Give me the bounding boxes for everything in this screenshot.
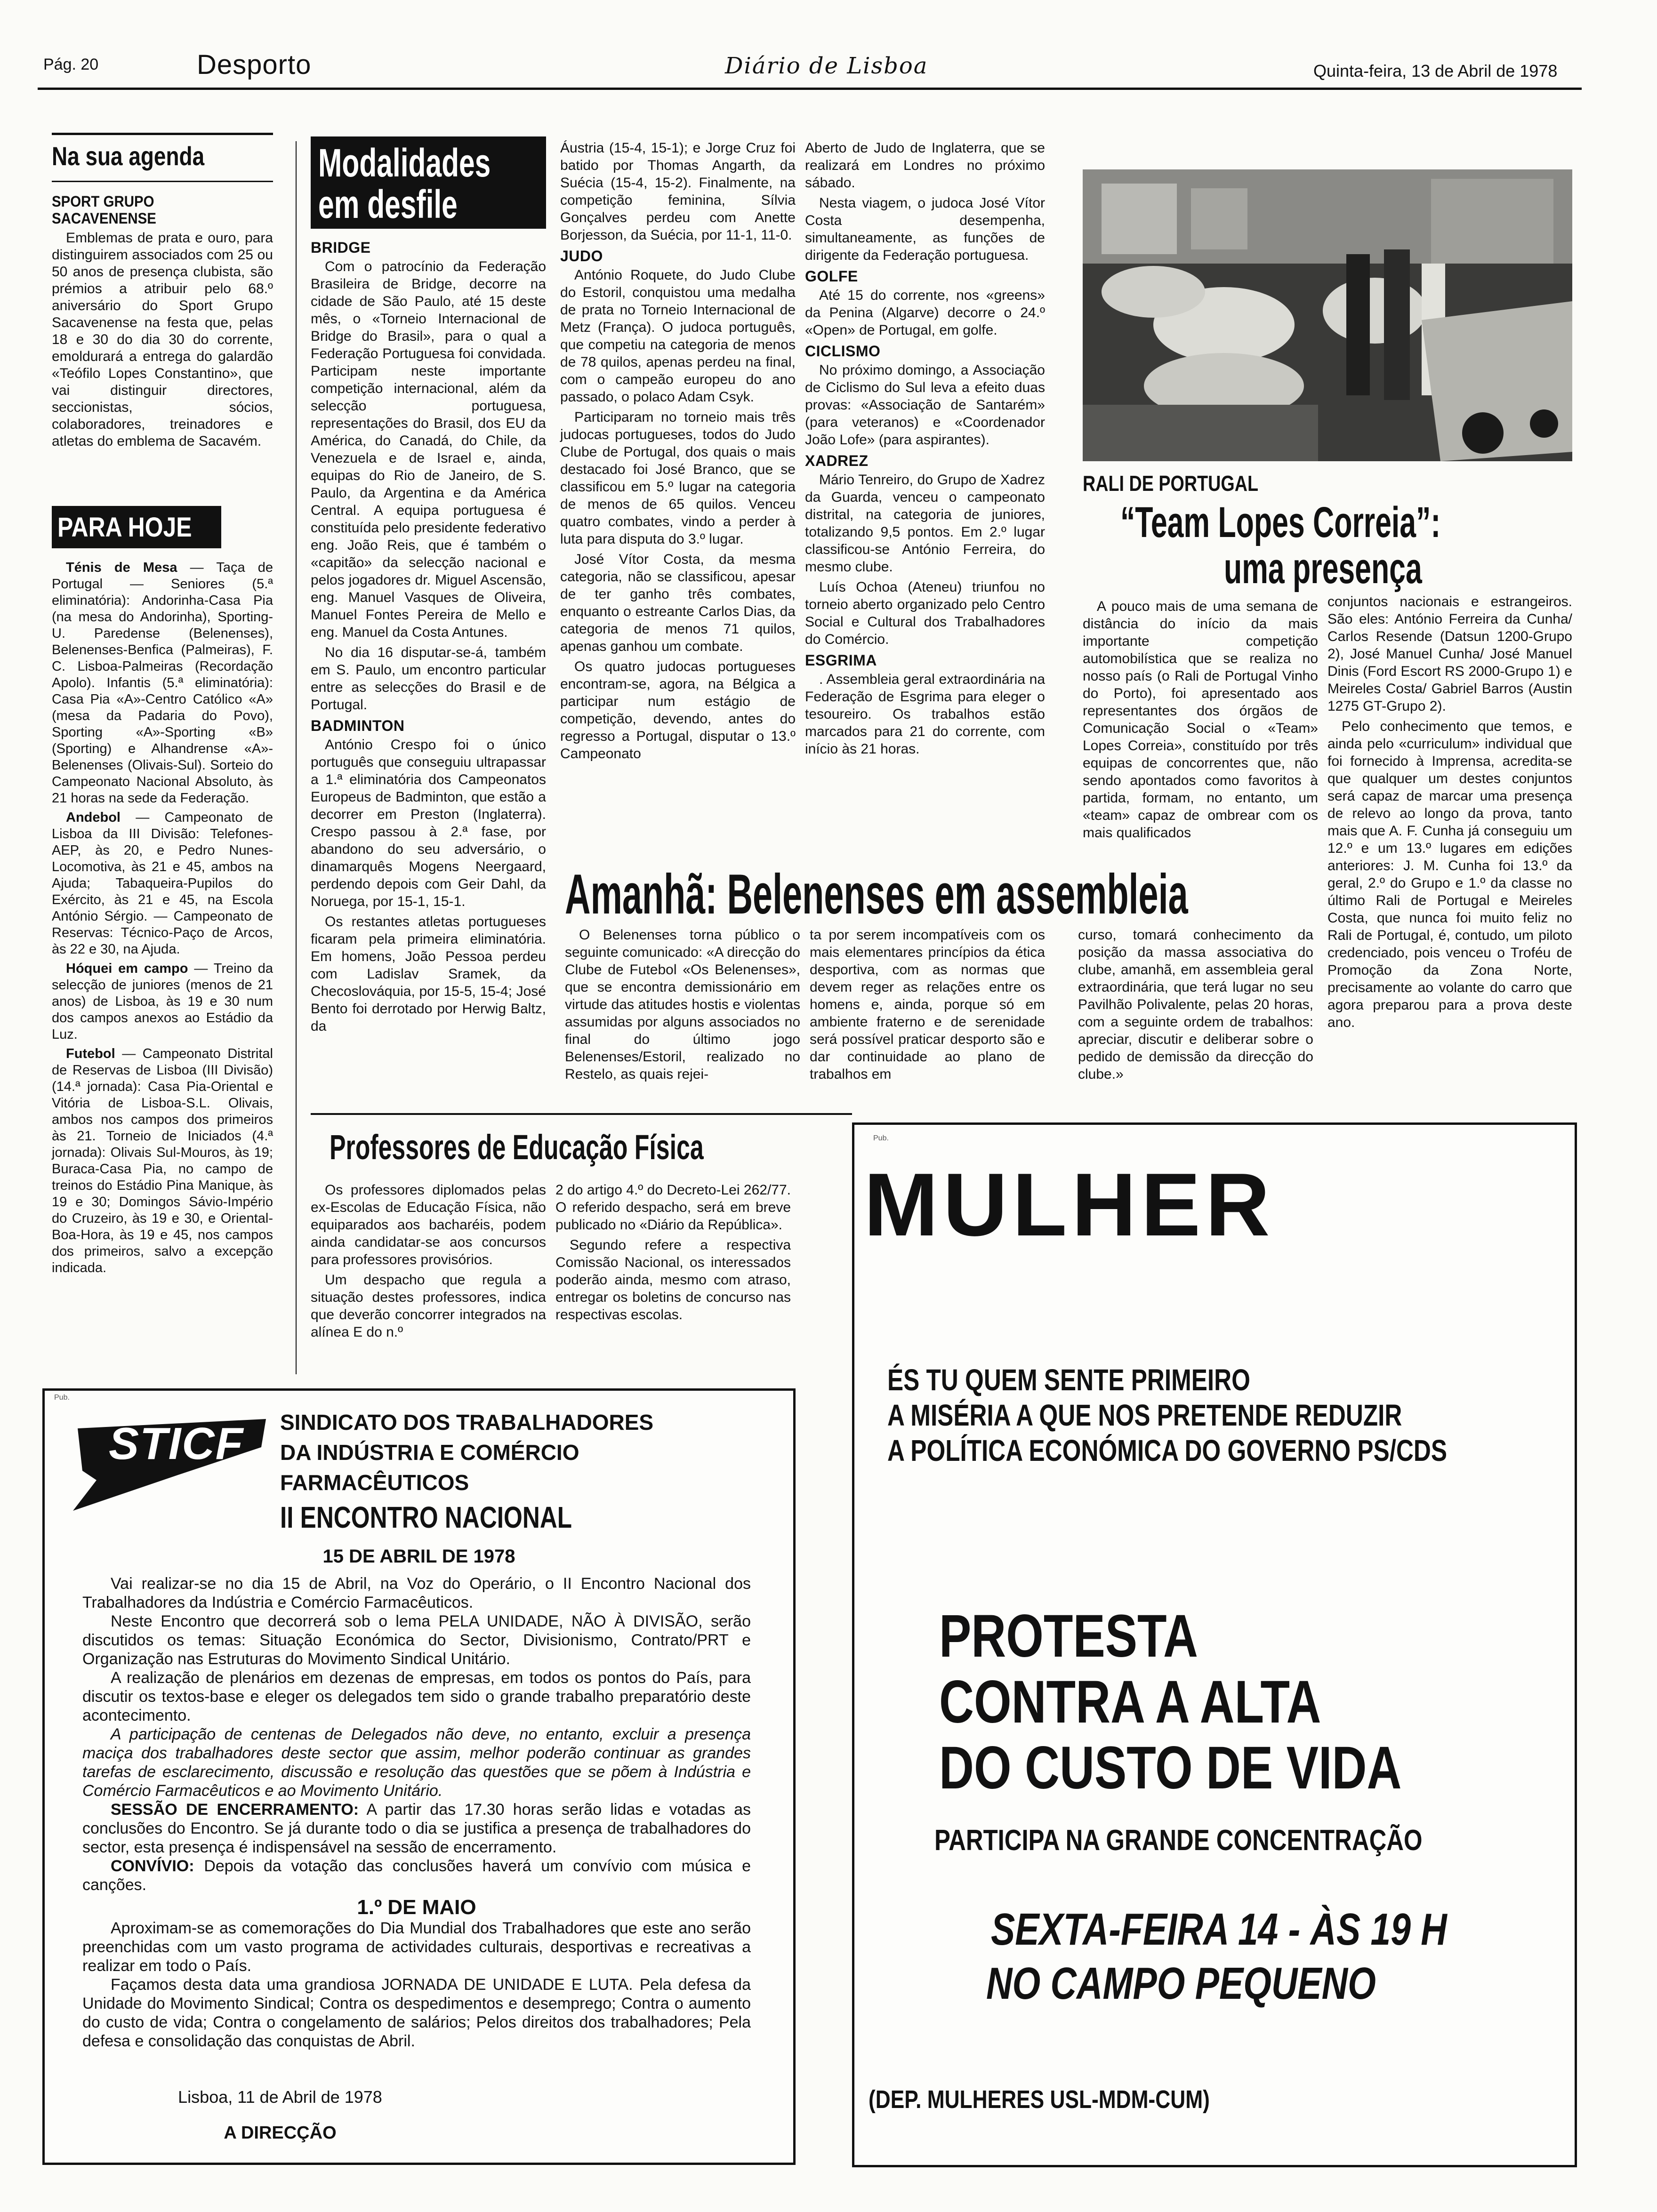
xadrez-heading: XADREZ bbox=[805, 452, 869, 469]
bridge-heading: BRIDGE bbox=[311, 239, 371, 256]
judo-paragraph: Nesta viagem, o judoca José Vítor Costa desempenha, simultaneamente, as funções de dirigente da Federação portuguesa. bbox=[805, 195, 1045, 263]
para-hoje-item bbox=[52, 809, 273, 958]
mulher-where: NO CAMPO PEQUENO bbox=[986, 1958, 1376, 2009]
ciclismo-heading: CICLISMO bbox=[805, 343, 881, 360]
sticf-org-line3: FARMACÊUTICOS bbox=[280, 1470, 469, 1495]
golfe-paragraph: Até 15 do corrente, nos «greens» da Penina (Algarve) decorre o 24.º «Open» de Portugal, em golfe. bbox=[805, 288, 1045, 338]
sticf-paragraph: Aproximam-se as comemorações do Dia Mundial dos Trabalhadores que este ano serão preenchidas com um vasto programa de actividades culturais, desportivas e recreativas a realizar em todo o País. bbox=[82, 1919, 751, 1975]
sticf-paragraph-text: A partir das 17.30 horas serão lidas e votadas as conclusões do Encontro. Se já durante todo o dia se justifica a presença de trabalhadores do sector, esta presença é indispensável na sessão de encerramento. bbox=[82, 1801, 751, 1856]
header-rule bbox=[38, 88, 1582, 90]
modalidades-title-line2: em desfile bbox=[318, 182, 458, 226]
para-hoje-item-text: — Treino da selecção de juniores (menos de 21 anos) de Lisboa, às 19 e 30 num dos campos anexos ao Estádio da Luz. bbox=[52, 961, 273, 1042]
rali-title-line1: “Team Lopes Correia”: bbox=[1120, 498, 1441, 546]
para-hoje-item-label: Ténis de Mesa bbox=[66, 560, 177, 575]
rali-photo-image bbox=[1083, 169, 1572, 461]
para-hoje-item-text: — Campeonato de Lisboa da III Divisão: Telefones-AEP, às 20, e Pedro Nunes-Locomotiva, às 21 e 45, ambos na Ajuda; Tabaqueira-Pupilos do Exército, às 21 e 45, na Escola António Sérgio. — Campeonato de Reservas: Técnico-Paço de Arcos, às 22 e 30, na Ajuda. bbox=[52, 810, 273, 957]
agenda-text: Emblemas de prata e ouro, para distinguirem associados com 25 ou 50 anos de presença clubista, são prémios a atribuir pelo 68.º aniversário do Sport Grupo Sacavenense na festa que, pelas 18 e 30 do dia 30 do corrente, emoldurará a entrega do galardão «Teófilo Lopes Constantino», que vai distinguir directores, seccionistas, sócios, colaboradores, treinadores e atletas do emblema de Sacavém. bbox=[52, 230, 273, 449]
belenenses-col3 bbox=[1078, 926, 1313, 1086]
bridge-paragraph: Com o patrocínio da Federação Brasileira de Bridge, decorre na cidade de São Paulo, até 15 deste mês, o «Torneio Internacional de Bridge do Brasil», para o qual a Federação Portuguesa foi convidada. Participam neste importante competição internacional, além da selecção portuguesa, representações do Brasil, dos EU da América, do Canadá, do Chile, da Venezuela e de Israel e, ainda, equipas do Rio de Janeiro, de S. Paulo, da Argentina e da América Central. A equipa portuguesa é constituída pelo presidente federativo eng. João Reis, que é também o «capitão» da selecção nacional e pelos jogadores dr. Miguel Ascensão, eng. Manuel Vasques de Oliveira, Manuel Fontes Pereira de Mello e eng. Manuel da Costa Antunes. bbox=[311, 259, 546, 640]
professores-paragraph: Os professores diplomados pelas ex-Escolas de Educação Física, não equiparados aos bacharéis, podem ainda candidatar-se aos concursos para professores provisórios. bbox=[311, 1182, 546, 1267]
rali-col2 bbox=[1327, 593, 1572, 1034]
para-hoje-item bbox=[52, 1046, 273, 1276]
judo-paragraph: Os quatro judocas portugueses encontram-se, agora, na Bélgica a participar num estágio de competição, devendo, antes do regresso a Portugal, disputar o 13.º Campeonato bbox=[560, 659, 796, 761]
esgrima-paragraph: . Assembleia geral extraordinária na Federação de Esgrima para eleger o tesoureiro. Os trabalhos estão marcados para 21 do corrente, com início às 21 horas. bbox=[805, 672, 1045, 757]
badminton-paragraph: Os restantes atletas portugueses ficaram pela primeira eliminatória. Em homens, João Pessoa perdeu com Ladislav Sramek, da Checoslováquia, por 15-5, 15-4; José Bento foi derrotado por Herwig Baltz, da bbox=[311, 914, 546, 1034]
judo-paragraph: Participaram no torneio mais três judocas portugueses, todos do Judo Clube de Portugal, dos quais o mais destacado foi José Branco, que se classificou em 5.º lugar na categoria de menos de 65 quilos. Venceu quatro combates, vindo a perder à luta para disputa do 3.º lugar. bbox=[560, 409, 796, 547]
belenenses-paragraph: ta por serem incompatíveis com os mais elementares princípios da ética desportiva, com as normas que devem reger as relações entre os homens e, ainda, porque só em ambiente fraterno e de serenidade será possível praticar desporto são e dar continuidade ao plano de trabalhos em bbox=[810, 927, 1045, 1082]
modalidades-title-line1: Modalidades bbox=[318, 141, 491, 185]
sticf-pub-label: Pub. bbox=[54, 1394, 70, 1402]
modalidades-col3 bbox=[805, 139, 1045, 761]
sticf-signature: A DIRECÇÃO bbox=[224, 2123, 337, 2143]
sticf-paragraph: A realização de plenários em dezenas de empresas, em todos os pontos do País, para discutir os textos-base e eleger os delegados tem sido o grande trabalho preparatório deste acontecimento. bbox=[82, 1669, 751, 1724]
sticf-body bbox=[82, 1574, 751, 2051]
judo-paragraph: António Roquete, do Judo Clube do Estoril, conquistou uma medalha de prata no Torneio Internacional de Metz (França). O judoca português, que competiu na categoria de menos de 78 quilos, apenas perdeu na final, com o campeão europeu do ano passado, o polaco Adam Csyk. bbox=[560, 267, 796, 405]
sticf-event: II ENCONTRO NACIONAL bbox=[280, 1500, 572, 1534]
sticf-maio-title: 1.º DE MAIO bbox=[357, 1896, 476, 1919]
professores-col1 bbox=[311, 1181, 546, 1344]
belenenses-title: Amanhã: Belenenses em assembleia bbox=[565, 863, 1188, 926]
judo-paragraph: Aberto de Judo de Inglaterra, que se realizará em Londres no próximo sábado. bbox=[805, 140, 1045, 191]
modalidades-col1 bbox=[311, 235, 546, 1038]
sticf-paragraph: Neste Encontro que decorrerá sob o lema PELA UNIDADE, NÃO À DIVISÃO, serão discutidos os temas: Situação Económica do Sector, Divisionismo, Contrato/PRT e Organização nas Estruturas do Movimento Sindical Unitário. bbox=[82, 1612, 751, 1668]
para-hoje-list bbox=[52, 560, 273, 1276]
badminton-heading: BADMINTON bbox=[311, 717, 405, 734]
professores-title: Professores de Educação Física bbox=[330, 1128, 704, 1167]
para-hoje-box bbox=[52, 506, 273, 1279]
para-hoje-item-label: Futebol bbox=[66, 1046, 115, 1061]
belenenses-paragraph: curso, tomará conhecimento da posição da massa associativa do clube, amanhã, em assembleia geral extraordinária, que terá lugar no seu Pavilhão Polivalente, pelas 20 horas, com a seguinte ordem de trabalhos: apreciar, discutir e deliberar sobre o pedido de demissão da direcção do clube.» bbox=[1078, 927, 1313, 1082]
mulher-advertisement bbox=[852, 1122, 1577, 2167]
mulher-when: SEXTA-FEIRA 14 - ÀS 19 H bbox=[991, 1904, 1447, 1955]
mulher-title: MULHER bbox=[864, 1155, 1275, 1255]
sticf-logo bbox=[64, 1410, 280, 1518]
mulher-protest3: DO CUSTO DE VIDA bbox=[939, 1734, 1402, 1802]
modalidades-title-box bbox=[311, 136, 546, 229]
ciclismo-paragraph: No próximo domingo, a Associação de Ciclismo do Sul leva a efeito duas provas: «Associação de Santarém» (para veteranos) e «Coordenador João Lofe» (para aspirantes). bbox=[805, 362, 1045, 448]
rali-title-line2: uma presença bbox=[1224, 545, 1422, 593]
para-hoje-title-text: PARA HOJE bbox=[57, 512, 192, 543]
sticf-org-line1: SINDICATO DOS TRABALHADORES bbox=[280, 1410, 654, 1435]
sticf-advertisement bbox=[42, 1388, 796, 2165]
xadrez-paragraph: Luís Ochoa (Ateneu) triunfou no torneio aberto organizado pelo Centro Social e Cultural dos Trabalhadores do Comércio. bbox=[805, 579, 1045, 647]
belenenses-paragraph: O Belenenses torna público o seguinte comunicado: «A direcção do Clube de Futebol «Os Belenenses», que se encontra demissionário em virtude das atitudes hostis e violentas assumidas por alguns associados no final do último jogo Belenenses/Estoril, realizado no Restelo, as quais rejei- bbox=[565, 927, 800, 1082]
para-hoje-item bbox=[52, 961, 273, 1043]
sticf-paragraph: A participação de centenas de Delegados não deve, no entanto, excluir a presença maciça dos trabalhadores deste sector que assim, melhor poderão continuar as grandes tarefas de esclarecimento, discussão e resolução das questões que se põem à Indústria e Comércio Farmacêuticos e ao Movimento Unitário. bbox=[82, 1725, 751, 1800]
mulher-line3: A POLÍTICA ECONÓMICA DO GOVERNO PS/CDS bbox=[887, 1434, 1448, 1467]
professores-col2 bbox=[555, 1181, 791, 1326]
header bbox=[0, 0, 1657, 94]
professores-paragraph: Um despacho que regula a situação destes professores, indica que deverão concorrer integrados na alínea E do n.º bbox=[311, 1272, 546, 1340]
professores-paragraph: Segundo refere a respectiva Comissão Nacional, os interessados poderão ainda, mesmo com atraso, entregar os boletins de concurso nas respectivas escolas. bbox=[555, 1237, 791, 1322]
section-rule bbox=[311, 1113, 852, 1115]
badminton-paragraph: Áustria (15-4, 15-1); e Jorge Cruz foi batido por Thomas Angarth, da Suécia (15-4, 15-2). Finalmente, na competição feminina, Sílvia Gonçalves perdeu com Anette Borjesson, da Suécia, por 11-1, 11-0. bbox=[560, 140, 796, 243]
agenda-rule bbox=[52, 181, 273, 182]
rali-col1 bbox=[1083, 598, 1318, 844]
professores-paragraph: 2 do artigo 4.º do Decreto-Lei 262/77. O referido despacho, será em breve publicado no «Diário da República». bbox=[555, 1182, 791, 1233]
para-hoje-title bbox=[52, 506, 221, 548]
sticf-paragraph: Façamos desta data uma grandiosa JORNADA DE UNIDADE E LUTA. Pela defesa da Unidade do Movimento Sindical; Contra os despedimentos e desemprego; Contra o aumento do custo de vida; Contra o congelamento de salários; Pelos direitos dos trabalhadores; Pela defesa e consolidação das conquistas de Abril. bbox=[82, 1976, 751, 2050]
sticf-paragraph: Vai realizar-se no dia 15 de Abril, na Voz do Operário, o II Encontro Nacional dos Trabalhadores da Indústria e Comércio Farmacêuticos. bbox=[82, 1575, 751, 1611]
sticf-paragraph-label: SESSÃO DE ENCERRAMENTO: bbox=[111, 1801, 359, 1819]
mulher-signature: (DEP. MULHERES USL-MDM-CUM) bbox=[869, 2085, 1210, 2114]
sticf-event-date: 15 DE ABRIL DE 1978 bbox=[322, 1546, 515, 1567]
para-hoje-item-label: Andebol bbox=[66, 810, 121, 825]
agenda-box bbox=[52, 141, 273, 450]
bridge-paragraph: No dia 16 disputar-se-á, também em S. Paulo, um encontro particular entre as selecções do Brasil e de Portugal. bbox=[311, 645, 546, 713]
xadrez-paragraph: Mário Tenreiro, do Grupo de Xadrez da Guarda, venceu o campeonato distrital, na categoria de juniores, totalizando 9,5 pontos. Em 2.º lugar classificou-se António Ferreira, do mesmo clube. bbox=[805, 472, 1045, 575]
mulher-participa: PARTICIPA NA GRANDE CONCENTRAÇÃO bbox=[934, 1824, 1423, 1857]
mulher-pub-label: Pub. bbox=[873, 1134, 889, 1142]
rali-paragraph: Pelo conhecimento que temos, e ainda pelo «curriculum» individual que foi fornecido à Imprensa, acredita-se que qualquer um destes conjuntos será capaz de marcar uma presença de relevo ao longo da prova, tanto mais que A. F. Cunha já conseguiu um 12.º e um 13.º lugares em edições anteriores: J. M. Cunha foi 13.º da geral, 2.º do Grupo e 1.º da classe no último Rali de Portugal e Meireles Costa, que nunca foi muito feliz no Rali de Portugal, é, contudo, um piloto credenciado, pois venceu o Troféu de Promoção da Zona Norte, precisamente ao volante do carro que agora preparou para a prova deste ano. bbox=[1327, 719, 1572, 1030]
agenda-title: Na sua agenda bbox=[52, 141, 205, 171]
mulher-line1: ÉS TU QUEM SENTE PRIMEIRO bbox=[887, 1363, 1250, 1397]
mulher-protest1: PROTESTA bbox=[939, 1603, 1198, 1670]
rali-photo bbox=[1083, 169, 1572, 461]
rali-paragraph: conjuntos nacionais e estrangeiros. São eles: António Ferreira da Cunha/ Carlos Resende (Datsun 1200-Grupo 2), José Manuel Cunha/ José Manuel Dinis (Ford Escort RS 2000-Grupo 1) e Meireles Costa/ Gabriel Barros (Austin 1275 GT-Grupo 2). bbox=[1327, 594, 1572, 714]
rali-paragraph: A pouco mais de uma semana de distância do início da mais importante competição automobilística que se realiza no nosso país (o Rali de Portugal Vinho do Porto), foi apresentado aos representantes dos órgãos de Comunicação Social o «Team» Lopes Correia», constituído por três equipas de concorrentes que, não sendo apontados como favoritos à partida, formam, no entanto, um «team» capaz de ombrear com os mais qualificados bbox=[1083, 599, 1318, 841]
issue-date: Quinta-feira, 13 de Abril de 1978 bbox=[1313, 61, 1558, 80]
modalidades-col2 bbox=[560, 139, 796, 765]
sticf-logo-text: STICF bbox=[109, 1419, 244, 1469]
sticf-paragraph-text: Depois da votação das conclusões haverá um convívio com música e canções. bbox=[82, 1857, 751, 1894]
sticf-org-line2: DA INDÚSTRIA E COMÉRCIO bbox=[280, 1440, 579, 1465]
mulher-protest2: CONTRA A ALTA bbox=[939, 1668, 1321, 1736]
belenenses-col2 bbox=[810, 926, 1045, 1086]
judo-heading: JUDO bbox=[560, 248, 603, 264]
sticf-paragraph-label: CONVÍVIO: bbox=[111, 1857, 194, 1875]
para-hoje-item bbox=[52, 560, 273, 807]
badminton-paragraph: António Crespo foi o único português que conseguiu ultrapassar a 1.ª eliminatória dos Campeonatos Europeus de Badminton, que estão a decorrer em Preston (Inglaterra). Crespo passou à 2.ª fase, por abandono do seu adversário, o dinamarquês Mogens Neergaard, perdendo depois com Geir Dahl, da Noruega, por 15-1, 15-1. bbox=[311, 737, 546, 909]
sticf-place-date: Lisboa, 11 de Abril de 1978 bbox=[178, 2087, 382, 2107]
agenda-top-rule bbox=[52, 133, 273, 135]
column-rule bbox=[296, 141, 297, 1374]
section-name: Desporto bbox=[197, 49, 312, 80]
agenda-club: SPORT GRUPO SACAVENENSE bbox=[52, 193, 156, 227]
para-hoje-item-text: — Campeonato Distrital de Reservas de Lisboa (III Divisão) (14.ª jornada): Casa Pia-Oriental e Vitória de Lisboa-S.L. Olivais, ambos nos campos dos primeiros às 21. Torneio de Iniciados (4.ª jornada): Olivais Sul-Mouros, às 19; Buraca-Casa Pia, no campo de treinos do Estádio Pina Manique, às 19 e 30; Domingos Sávio-Império do Cruzeiro, às 19 e 30, e Oriental-Boa-Hora, às 19 e 45, nos campos dos primeiros, salvo a excepção indicada. bbox=[52, 1046, 273, 1275]
sticf-paragraph bbox=[82, 1800, 751, 1857]
sticf-paragraph bbox=[82, 1857, 751, 1894]
masthead: Diário de Lisboa bbox=[725, 53, 928, 79]
para-hoje-item-label: Hóquei em campo bbox=[66, 961, 188, 976]
para-hoje-item-text: — Taça de Portugal — Seniores (5.ª eliminatória): Andorinha-Casa Pia (na mesa do Andorinha), Sporting-U. Paredense (Belenenses), Belenenses-Benfica (Palmeiras), F. C. Lisboa-Palmeiras (Recordação Apolo). Infantis (5.ª eliminatória): Casa Pia «A»-Centro Católico «A» (mesa da Padaria do Povo), Sporting «A»-Sporting «B» (Sporting) e Alhandrense «A»-Belenenses (Olivais-Sul). Sorteio do Campeonato Nacional Absoluto, às 21 horas na sede da Federação. bbox=[52, 560, 273, 806]
belenenses-col1 bbox=[565, 926, 800, 1086]
page-number: Pág. 20 bbox=[43, 56, 99, 73]
judo-paragraph: José Vítor Costa, da mesma categoria, não se classificou, apesar de ter ganho três combates, enquanto o estreante Carlos Dias, da categoria de menos 71 quilos, apenas ganhou um combate. bbox=[560, 552, 796, 654]
esgrima-heading: ESGRIMA bbox=[805, 652, 877, 669]
golfe-heading: GOLFE bbox=[805, 268, 858, 285]
mulher-line2: A MISÉRIA A QUE NOS PRETENDE REDUZIR bbox=[887, 1398, 1402, 1432]
rali-kicker: RALI DE PORTUGAL bbox=[1083, 471, 1259, 496]
